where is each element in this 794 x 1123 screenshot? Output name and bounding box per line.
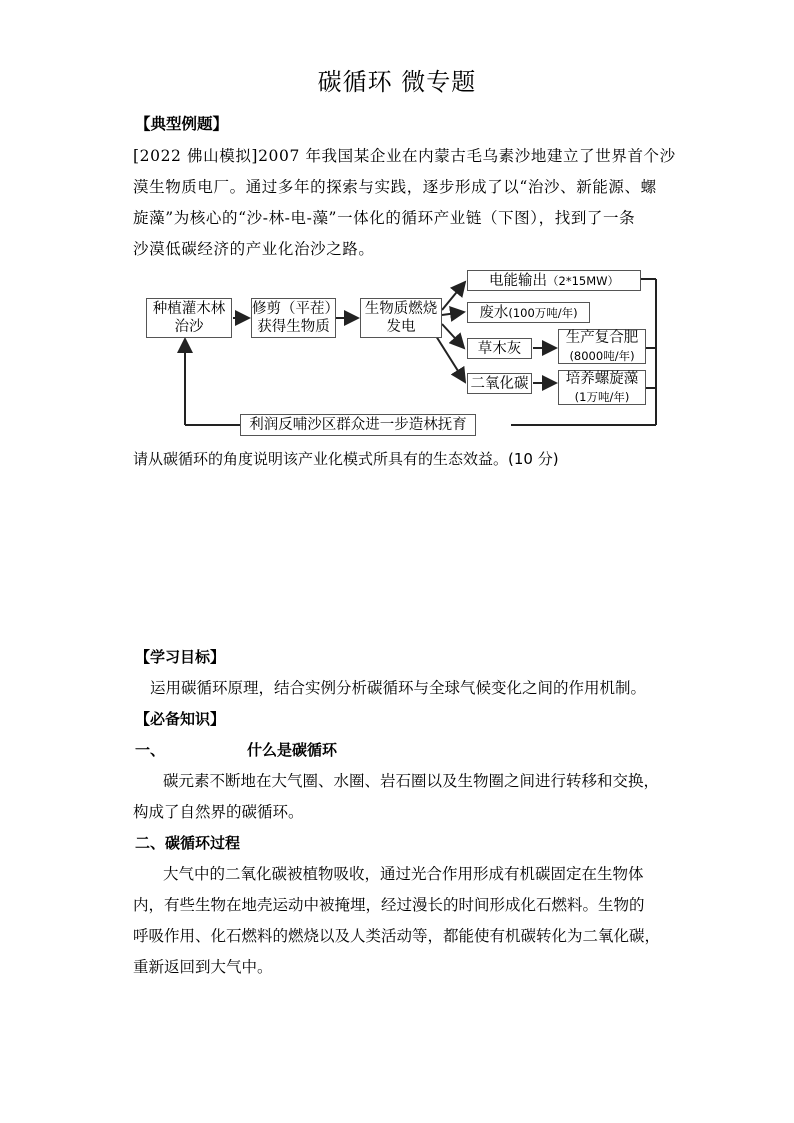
box-fertilizer	[558, 329, 646, 364]
section-example-heading: 【典型例题】	[135, 114, 229, 133]
box-prune-line-2: 获得生物质	[257, 319, 330, 335]
box-plant-line-1: 种植灌木林	[152, 301, 226, 317]
algae-label: 培养螺旋藻	[565, 370, 639, 387]
ash-label: 草木灰	[477, 340, 522, 357]
section-knowledge-heading: 【必备知识】	[135, 710, 226, 728]
water-label: 废水	[479, 304, 509, 321]
box-biomass-burning	[360, 298, 442, 338]
box-burn-line-2: 发电	[386, 319, 416, 335]
box-burn-line-1: 生物质燃烧	[364, 301, 438, 317]
question-line-1: [2022 佛山模拟]2007 年我国某企业在内蒙古毛乌素沙地建立了世界首个沙	[133, 147, 676, 165]
arrow-burn-power	[442, 282, 465, 310]
para1-line-1: 碳元素不断地在大气圈、水圈、岩石圈以及生物圈之间进行转移和交换，	[163, 772, 660, 790]
goal-text: 运用碳循环原理，结合实例分析碳循环与全球气候变化之间的作用机制。	[150, 679, 647, 697]
heading-2: 二、碳循环过程	[135, 834, 241, 852]
box-algae	[558, 370, 646, 405]
algae-detail: (1万吨/年)	[574, 389, 630, 404]
box-plant-shrubs	[146, 298, 232, 338]
heading-1-text: 什么是碳循环	[247, 741, 338, 759]
box-plant-line-2: 治沙	[174, 319, 204, 335]
power-detail: （2*15MW）	[547, 273, 619, 288]
water-detail: (100万吨/年)	[508, 305, 578, 320]
arrow-burn-water	[442, 312, 464, 315]
para2-line-3: 呼吸作用、化石燃料的燃烧以及人类活动等，都能使有机碳转化为二氧化碳，	[133, 927, 661, 945]
box-profit-reinvest	[240, 414, 476, 436]
box-plant-ash	[467, 338, 532, 359]
fertilizer-detail: (8000吨/年)	[569, 348, 635, 363]
heading-1-number: 一、	[135, 741, 166, 759]
co2-label: 二氧化碳	[470, 375, 529, 392]
box-prune-line-1: 修剪（平茬）	[252, 301, 339, 317]
question-prompt: 请从碳循环的角度说明该产业化模式所具有的生态效益。(10 分)	[133, 450, 559, 468]
question-line-3: 旋藻”为核心的“沙-林-电-藻”一体化的循环产业链（下图），找到了一条	[133, 209, 636, 227]
page-title: 碳循环 微专题	[317, 68, 477, 96]
para2-line-1: 大气中的二氧化碳被植物吸收，通过光合作用形成有机碳固定在生物体	[163, 865, 644, 883]
para2-line-4: 重新返回到大气中。	[133, 958, 273, 976]
fertilizer-label: 生产复合肥	[565, 329, 639, 346]
question-line-4: 沙漠低碳经济的产业化治沙之路。	[133, 240, 375, 258]
power-label: 电能输出	[489, 272, 547, 289]
box-power-output	[467, 270, 641, 291]
arrow-burn-ash	[442, 324, 464, 348]
para1-line-2: 构成了自然界的碳循环。	[133, 803, 304, 821]
section-goal-heading: 【学习目标】	[135, 648, 226, 666]
box-prune	[251, 298, 339, 338]
para2-line-2: 内，有些生物在地壳运动中被掩埋，经过漫长的时间形成化石燃料。生物的	[133, 896, 645, 914]
box-co2	[467, 373, 532, 394]
profit-label: 利润反哺沙区群众进一步造林抚育	[249, 417, 467, 433]
industry-chain-diagram	[136, 262, 666, 440]
question-line-2: 漠生物质电厂。通过多年的探索与实践，逐步形成了以“治沙、新能源、螺	[133, 178, 657, 196]
box-waste-water	[467, 302, 590, 323]
